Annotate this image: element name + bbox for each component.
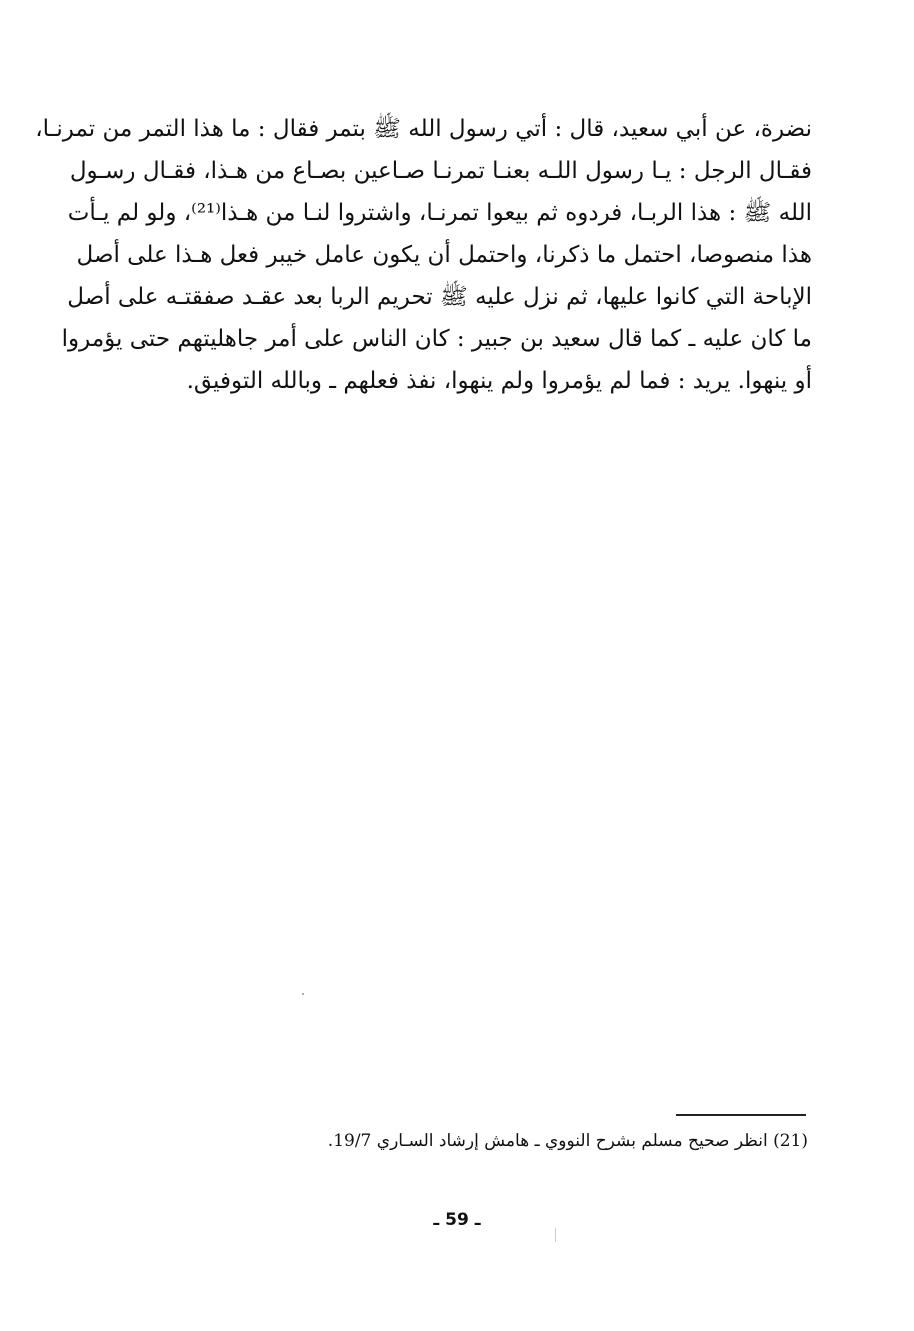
scan-speck — [555, 1228, 556, 1242]
text-line-5: الإباحة التي كانوا عليها، ثم نزل عليه ﷺ تحريم الربا بعد عقـد صفقتـه على أصل — [67, 284, 812, 310]
footnote-21: (21) انظر صحيح مسلم بشرح النووي ـ هامش إرشاد السـاري 19/7. — [327, 1131, 808, 1151]
scan-speck — [302, 993, 304, 995]
text-line-1: نضرة، عن أبي سعيد، قال : أتي رسول الله ﷺ بتمر فقال : ما هذا التمر من تمرنـا، — [35, 116, 812, 142]
text-line-7: أو ينهوا. يريد : فما لم يؤمروا ولم ينهوا، نفذ فعلهم ـ وبالله التوفيق. — [186, 368, 812, 394]
text-line-2: فقـال الرجل : يـا رسول اللـه بعنـا تمرنـا صـاعين بصـاع من هـذا، فقـال رسـول — [69, 158, 812, 184]
text-line-6: ما كان عليه ـ كما قال سعيد بن جبير : كان الناس على أمر جاهليتهم حتى يؤمروا — [61, 326, 812, 352]
text-line-4: هذا منصوصا، احتمل ما ذكرنا، واحتمل أن يكون عامل خيبر فعل هـذا على أصل — [76, 242, 812, 268]
main-text-block — [35, 108, 812, 402]
footnote-separator — [676, 1114, 806, 1116]
text-line-3: الله ﷺ : هذا الربـا، فردوه ثم بيعوا تمرنـا، واشتروا لنـا من هـذا⁽²¹⁾، ولو لم يـأت — [67, 200, 812, 226]
page-number: ـ 59 ـ — [433, 1210, 481, 1230]
